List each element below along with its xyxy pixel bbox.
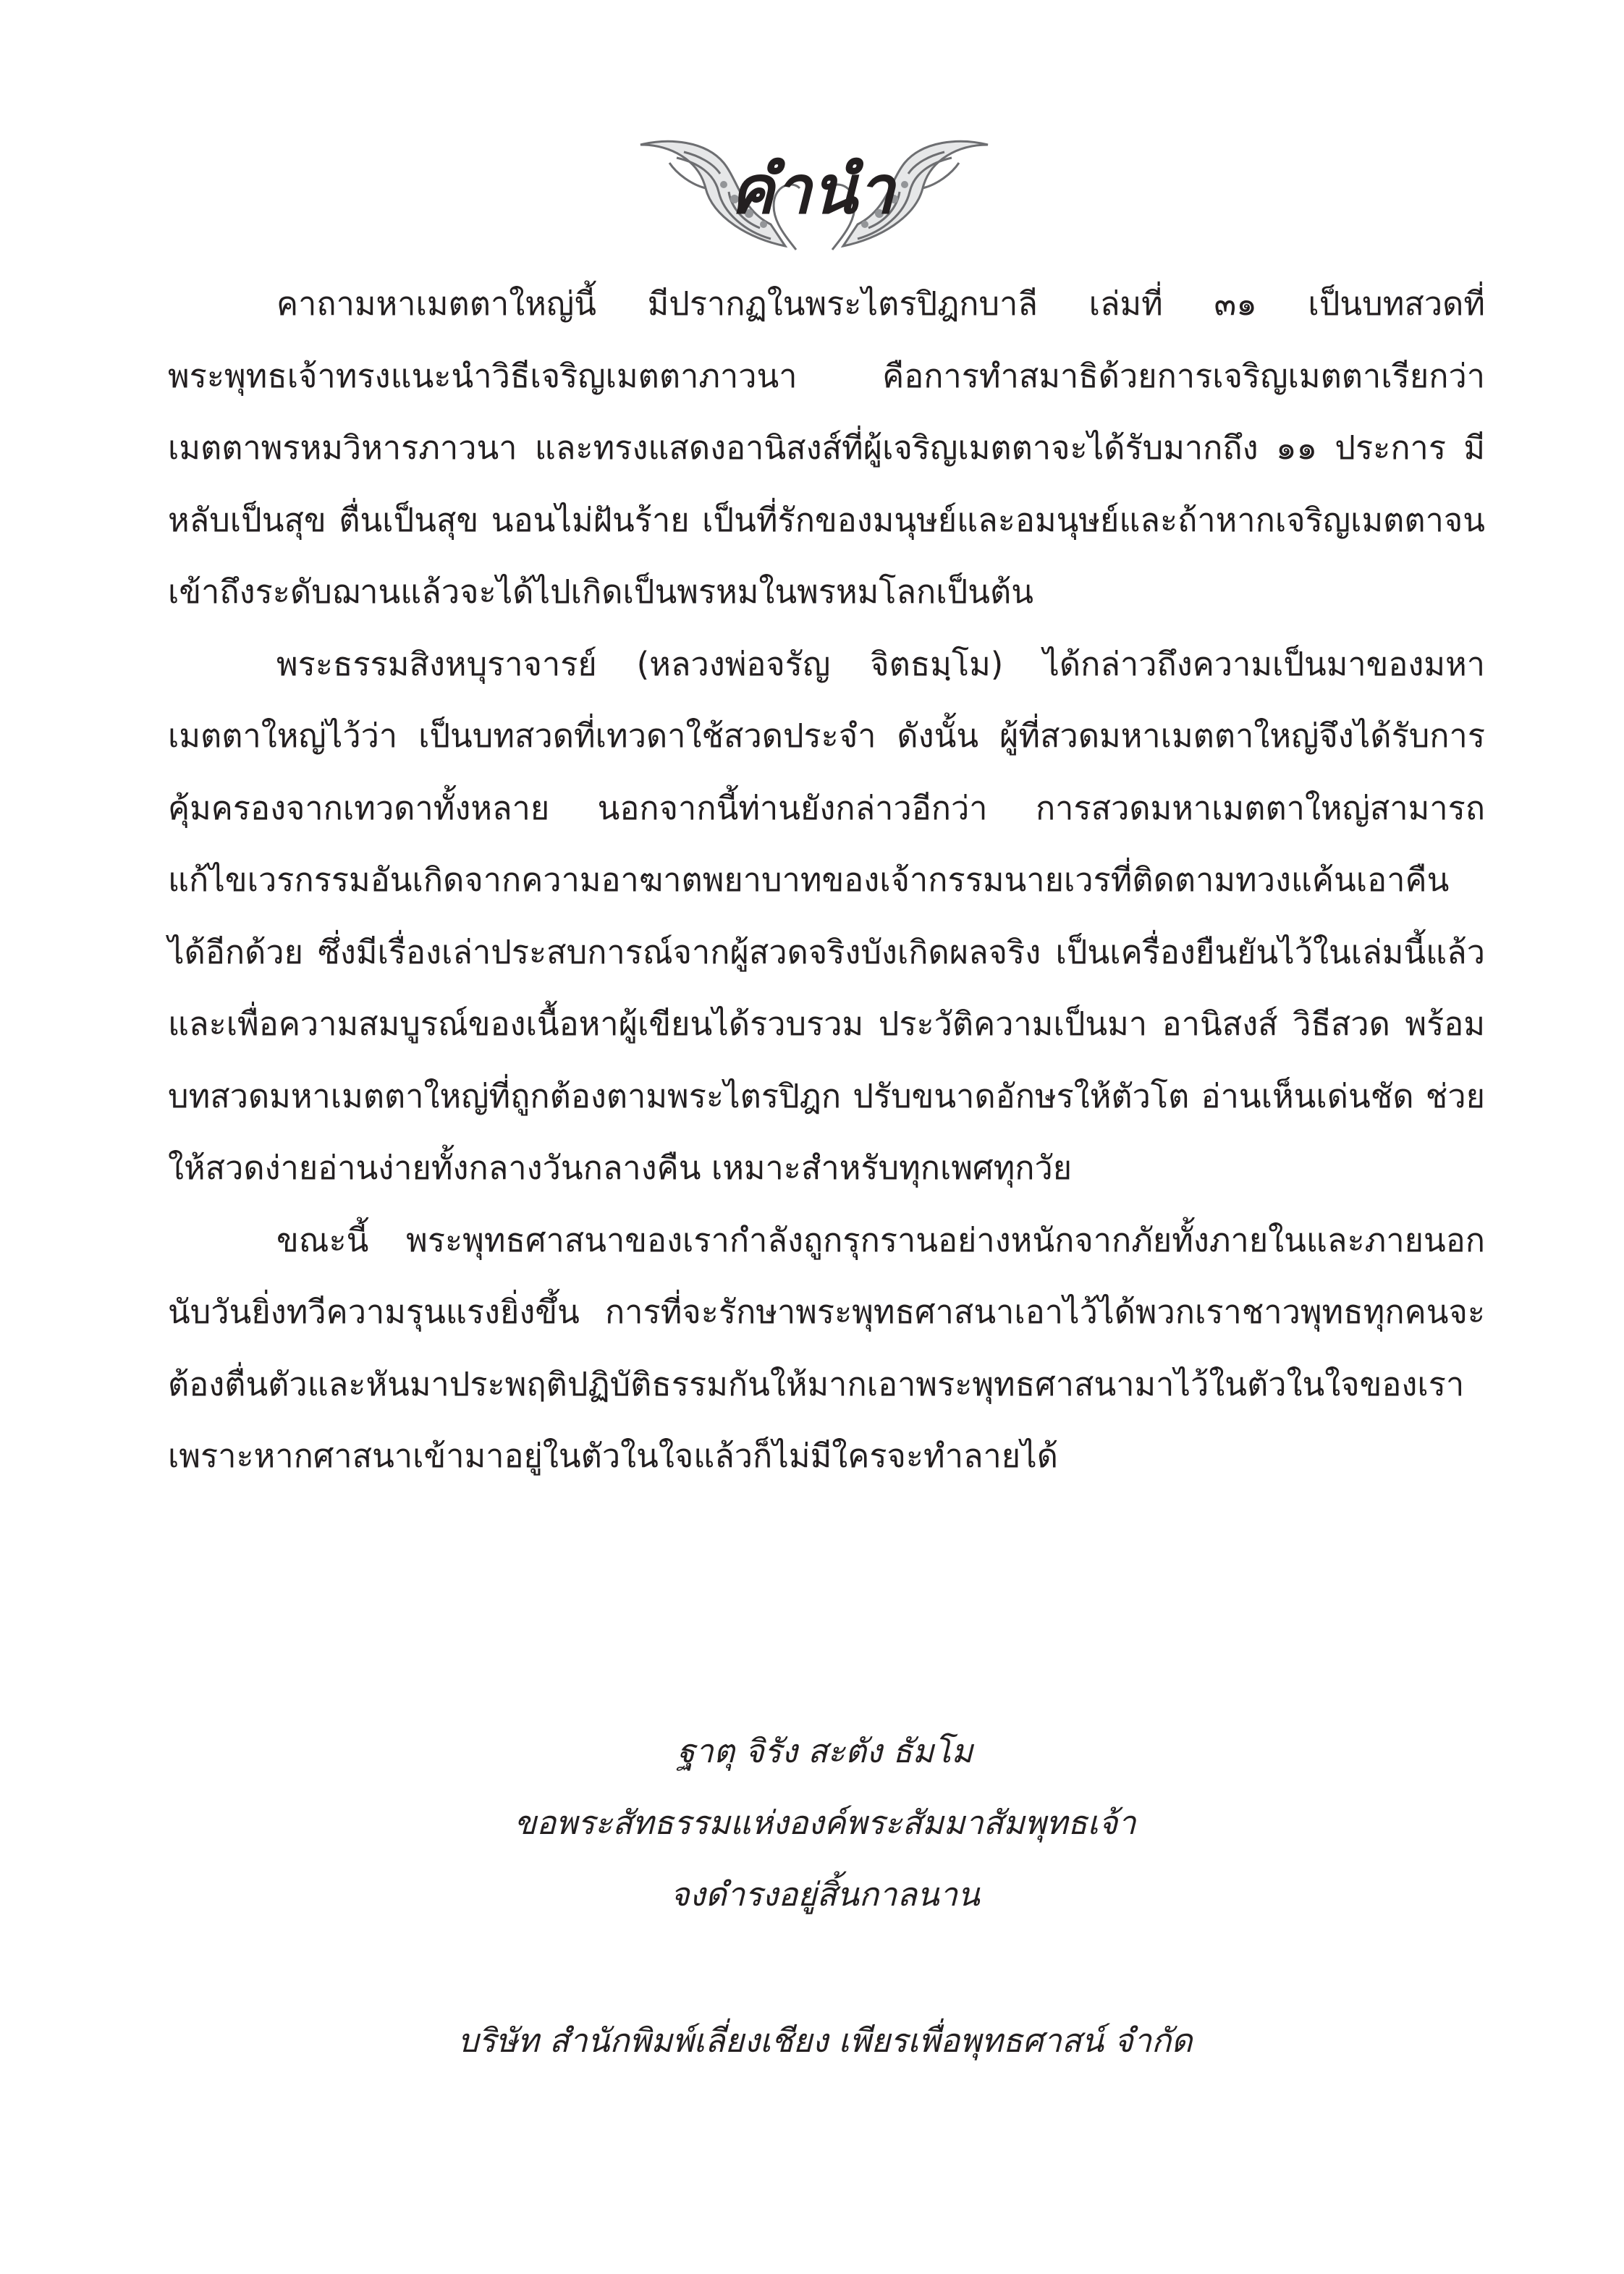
page-heading bbox=[0, 123, 1624, 268]
publisher-signature bbox=[72, 2005, 1578, 2076]
page-title: คำนำ bbox=[729, 151, 895, 229]
pali-verse: ฐาตุ จิรัง สะตัง ธัมโม bbox=[677, 1732, 973, 1770]
foreword-body bbox=[168, 268, 1485, 1492]
publisher-name: บริษัท สำนักพิมพ์เลี่ยงเชียง เพียรเพื่อพุทธศาสน์ จำกัด bbox=[457, 2021, 1193, 2060]
blessing-line: จงดำรงอยู่สิ้นกาลนาน bbox=[670, 1875, 980, 1914]
paragraph: พระธรรมสิงหบุราจารย์ (หลวงพ่อจรัญ จิตธมฺโม) ได้กล่าวถึงความเป็นมาของมหาเมตตาใหญ่ไว้ว่า เป็นบทสวดที่เทวดาใช้สวดประจำ ดังนั้น ผู้ที่สวดมหาเมตตาใหญ่จึงได้รับการคุ้มครองจากเทวดาทั้งหลาย นอกจากนี้ท่านยังกล่าวอีกว่า การสวดมหาเมตตาใหญ่สามารถแก้ไขเวรกรรมอันเกิดจากความอาฆาตพยาบาทของเจ้ากรรมนายเวรที่ติดตามทวงแค้นเอาคืนได้อีกด้วย ซึ่งมีเรื่องเล่าประสบการณ์จากผู้สวดจริงบังเกิดผลจริง เป็นเครื่องยืนยันไว้ในเล่มนี้แล้ว และเพื่อความสมบูรณ์ของเนื้อหาผู้เขียนได้รวบรวม ประวัติความเป็นมา อานิสงส์ วิธีสวด พร้อมบทสวดมหาเมตตาใหญ่ที่ถูกต้องตามพระไตรปิฎก ปรับขนาดอักษรให้ตัวโต อ่านเห็นเด่นชัด ช่วยให้สวดง่ายอ่านง่ายทั้งกลางวันกลางคืน เหมาะสำหรับทุกเพศทุกวัย bbox=[168, 644, 1485, 1187]
closing-blessing bbox=[72, 1715, 1578, 1930]
paragraph: คาถามหาเมตตาใหญ่นี้ มีปรากฏในพระไตรปิฎกบาลี เล่มที่ ๓๑ เป็นบทสวดที่พระพุทธเจ้าทรงแนะนำวิธีเจริญเมตตาภาวนา คือการทำสมาธิด้วยการเจริญเมตตาเรียกว่า เมตตาพรหมวิหารภาวนา และทรงแสดงอานิสงส์ที่ผู้เจริญเมตตาจะได้รับมากถึง ๑๑ ประการ มีหลับเป็นสุข ตื่นเป็นสุข นอนไม่ฝันร้าย เป็นที่รักของมนุษย์และอมนุษย์และถ้าหากเจริญเมตตาจนเข้าถึงระดับฌานแล้วจะได้ไปเกิดเป็นพรหมในพรหมโลกเป็นต้น bbox=[168, 284, 1485, 611]
paragraph: ขณะนี้ พระพุทธศาสนาของเรากำลังถูกรุกรานอย่างหนักจากภัยทั้งภายในและภายนอก นับวันยิ่งทวีความรุนแรงยิ่งขึ้น การที่จะรักษาพระพุทธศาสนาเอาไว้ได้พวกเราชาวพุทธทุกคนจะต้องตื่นตัวและหันมาประพฤติปฏิบัติธรรมกันให้มากเอาพระพุทธศาสนามาไว้ในตัวในใจของเรา เพราะหากศาสนาเข้ามาอยู่ในตัวในใจแล้วก็ไม่มีใครจะทำลายได้ bbox=[168, 1220, 1485, 1475]
blessing-line: ขอพระสัทธรรมแห่งองค์พระสัมมาสัมพุทธเจ้า bbox=[514, 1804, 1136, 1842]
